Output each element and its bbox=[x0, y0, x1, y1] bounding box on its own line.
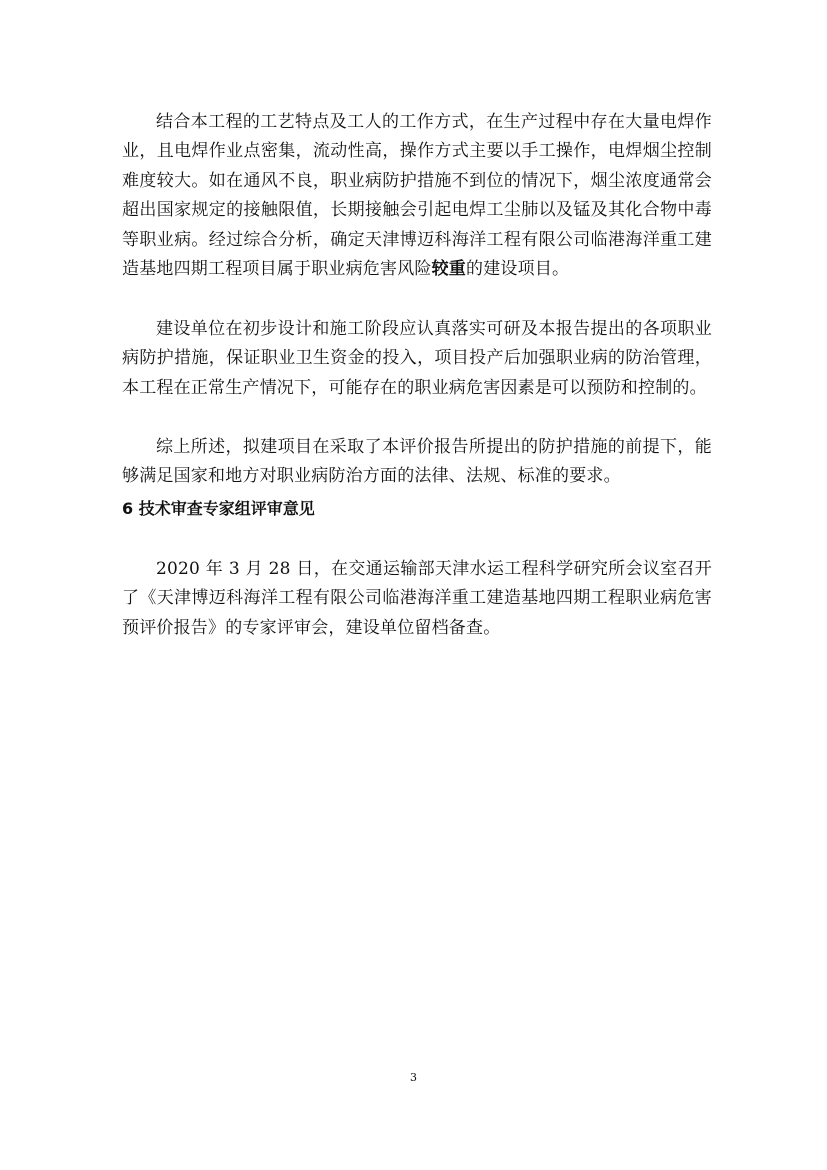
paragraph-summary: 综上所述，拟建项目在采取了本评价报告所提出的防护措施的前提下，能够满足国家和地方对职业病防治方面的法律、法规、标准的要求。 bbox=[122, 437, 712, 487]
paragraph-protection-measures: 建设单位在初步设计和施工阶段应认真落实可研及本报告提出的各项职业病防护措施，保证职业卫生资金的投入，项目投产后加强职业病的防治管理，本工程在正常生产情况下，可能存在的职业病危害因素是可以预防和控制的。 bbox=[122, 319, 712, 398]
paragraph-process-characteristics bbox=[122, 108, 712, 284]
page-number: 3 bbox=[410, 1071, 417, 1084]
paragraph-text-end: 的建设项目。 bbox=[466, 259, 570, 280]
risk-level-bold: 较重 bbox=[431, 259, 467, 280]
paragraph-review-meeting: 2020 年 3 月 28 日，在交通运输部天津水运工程科学研究所会议室召开了《天津博迈科海洋工程有限公司临港海洋重工建造基地四期工程职业病危害预评价报告》的专家评审会，建设单位留档备查。 bbox=[122, 559, 712, 638]
paragraph-text: 结合本工程的工艺特点及工人的工作方式，在生产过程中存在大量电焊作业，且电焊作业点密集，流动性高，操作方式主要以手工操作，电焊烟尘控制难度较大。如在通风不良，职业病防护措施不到位的情况下，烟尘浓度通常会超出国家规定的接触限值，长期接触会引起电焊工尘肺以及锰及其化合物中毒等职业病。经过综合分析，确定天津博迈科海洋工程有限公司临港海洋重工建造基地四期工程项目属于职业病危害风险 bbox=[122, 112, 712, 280]
section-heading: 6 技术审查专家组评审意见 bbox=[122, 499, 315, 518]
